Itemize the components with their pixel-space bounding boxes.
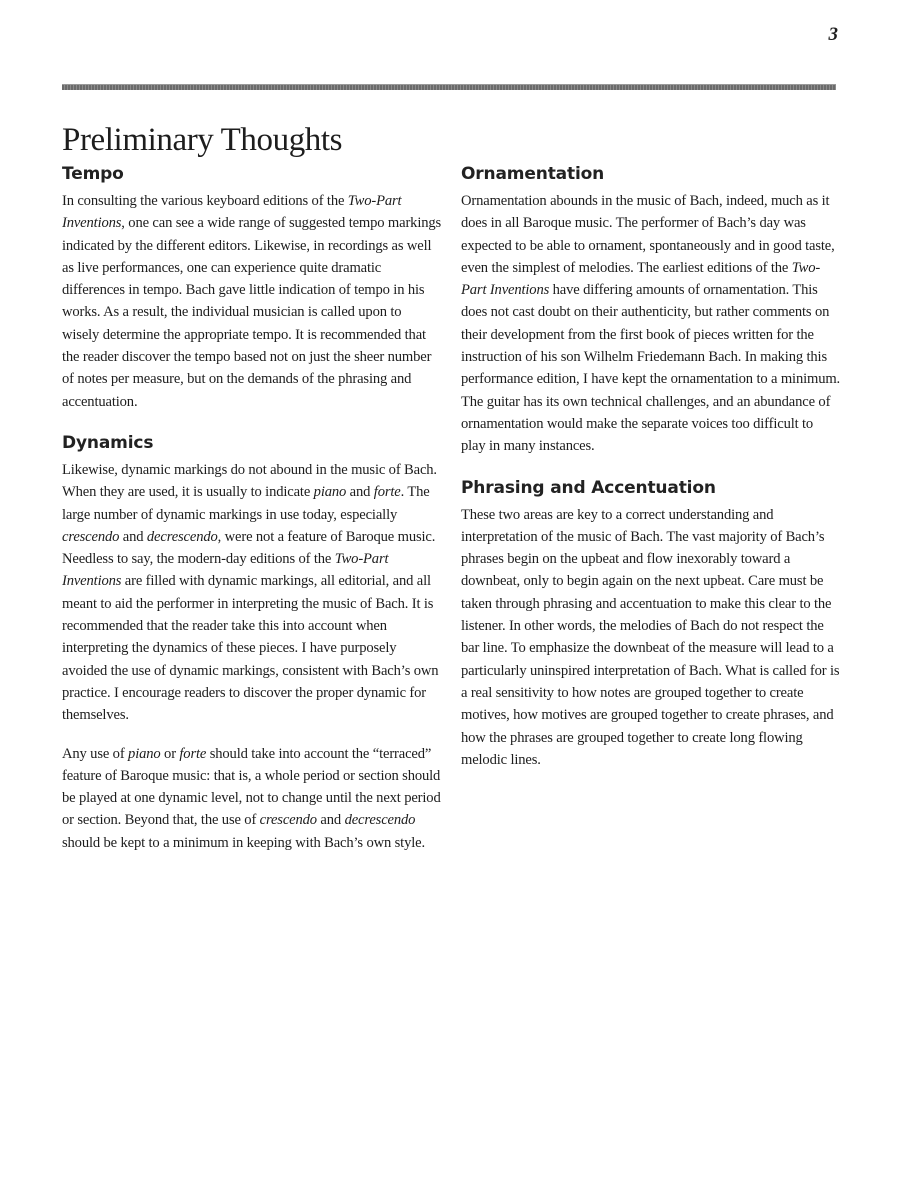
section-dynamics (62, 431, 442, 854)
phrasing-heading: Phrasing and Accentuation (461, 477, 716, 498)
italic-text: decrescendo (146, 528, 218, 545)
header-rule (62, 84, 836, 90)
text-run: , were not a feature of Baroque music. Needless to say, the modern-day editions of the (62, 528, 436, 568)
text-run: In consulting the various keyboard editions of the (62, 193, 348, 209)
text-run: or (160, 745, 180, 762)
right-column (461, 162, 841, 771)
italic-text: crescendo (62, 528, 120, 545)
italic-text: crescendo (259, 812, 317, 829)
italic-text: piano (128, 745, 161, 762)
text-run: should be kept to a minimum in keeping with Bach’s own style. (62, 834, 425, 851)
text-run: Likewise, dynamic markings do not abound in the music of Bach. When they are used, it is usually to indicate (62, 461, 437, 501)
page-title: Preliminary Thoughts (62, 122, 343, 158)
text-run: . The large number of dynamic markings in use today, especially (62, 484, 430, 523)
text-run: Any use of (62, 745, 129, 762)
text-run: These two areas are key to a correct understanding and interpretation of the music of Bach. The vast majority of Bach’s phrases begin on the upbeat and flow inexorably toward a downbeat, only to begin again on the next upbeat. Care must be taken through phrasing and accentuation to make this clear to the listener. In other words, the melodies of Bach do not respect the bar line. To emphasize the downbeat of the measure will lead to a particularly uninspired interpretation of Bach. What is called for is a real sensitivity to how notes are grouped together to create motives, how motives are grouped together to create phrases, and how the phrases are grouped together to create long flowing melodic lines. (461, 506, 840, 768)
text-run: and (346, 484, 374, 501)
text-run: have differing amounts of ornamentation. This does not cast doubt on their authenticity, but rather comments on their development from the first book of pieces written for the instruction of his son Wilhelm Friedemann Bach. In making this performance edition, I have kept the ornamentation to a minimum. The guitar has its own technical challenges, and an abundance of ornamentation would make the separate voices too difficult to play in many instances. (461, 282, 841, 455)
italic-text: Two-Part Inventions (62, 551, 389, 590)
text-run: and (316, 812, 345, 829)
text-run: are filled with dynamic markings, all editorial, and all meant to aid the performer in interpreting the music of Bach. It is recommended that the reader take this into account when interpreting the dynamics of these pieces. I have purposely avoided the use of dynamic markings, consistent with Bach’s own practice. I encourage readers to discover the proper dynamic for themselves. (62, 573, 439, 724)
dynamics-heading: Dynamics (62, 432, 154, 453)
section-phrasing (461, 476, 841, 772)
tempo-heading: Tempo (62, 164, 124, 184)
text-run: Ornamentation abounds in the music of Bach, indeed, much as it does in all Baroque music. The performer of Bach’s day was expected to be able to ornament, spontaneously and in good taste, even the simplest of melodies. The earliest editions of the (461, 193, 835, 276)
italic-text: forte (179, 745, 207, 762)
ornamentation-paragraph (461, 190, 841, 458)
phrasing-paragraph (461, 504, 841, 772)
dynamics-paragraph-1 (62, 459, 442, 727)
dynamics-paragraph-2 (62, 743, 442, 854)
italic-text: Two-Part Inventions (62, 193, 402, 232)
text-run: and (119, 528, 147, 545)
italic-text: forte (373, 484, 401, 501)
text-run: should take into account the “terraced” feature of Baroque music: that is, a whole period or section should be played at one dynamic level, not to change until the next period or section. Beyond that, the use of (62, 745, 441, 829)
ornamentation-heading: Ornamentation (461, 164, 605, 184)
left-column (62, 162, 442, 854)
italic-text: decrescendo (344, 812, 416, 829)
tempo-paragraph (62, 190, 442, 413)
italic-text: Two-Part Inventions (461, 259, 821, 299)
section-ornamentation (461, 162, 841, 458)
text-run: , one can see a wide range of suggested tempo markings indicated by the different editors. Likewise, in recordings as well as live performances, one can experience quite dramatic differences in tempo. Bach gave little indication of tempo in his works. As a result, the individual musician is called upon to wisely determine the appropriate tempo. It is recommended that the reader discover the tempo based not on just the sheer number of notes per measure, but on the demands of the phrasing and accentuation. (62, 215, 442, 410)
section-tempo (62, 162, 442, 413)
page-number: 3 (828, 24, 838, 45)
italic-text: piano (313, 484, 347, 501)
